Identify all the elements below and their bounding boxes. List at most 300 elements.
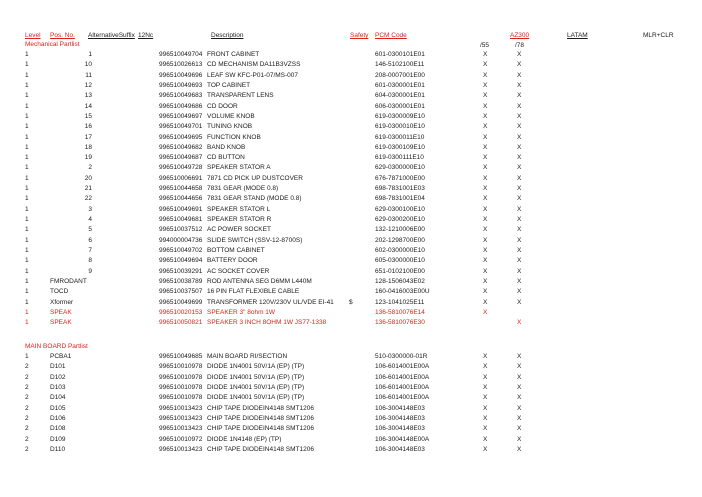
cell-description: LEAF SW KFC-P01-07/MS-007	[207, 71, 299, 79]
cell-variant-55: X	[483, 277, 488, 285]
table-row	[0, 112, 702, 122]
cell-level: 2	[25, 445, 29, 453]
cell-variant-55: X	[483, 216, 488, 223]
cell-variant-55: X	[483, 112, 488, 120]
cell-pcm-code: 146-5102100E11	[375, 61, 425, 69]
cell-variant-78: X	[517, 92, 522, 100]
cell-pos-no: 8	[88, 257, 92, 265]
cell-pcm-code: 106-6014001E00A	[375, 394, 430, 402]
col-header-description: Description	[211, 32, 244, 39]
cell-variant-55: X	[483, 404, 488, 412]
table-row	[0, 205, 702, 215]
table-row	[0, 445, 702, 455]
cell-pcm-code: 619-0300011E10	[375, 133, 425, 141]
cell-level: 1	[25, 51, 29, 58]
cell-pos-no: 6	[88, 236, 92, 244]
cell-variant-78: X	[517, 71, 522, 79]
cell-pos-no: D104	[50, 394, 66, 402]
cell-12nc: 996510013423	[159, 445, 203, 453]
cell-variant-55: X	[483, 185, 488, 193]
cell-pcm-code: 602-0300000E10	[375, 246, 425, 254]
cell-pos-no: 15	[84, 112, 92, 120]
cell-pos-no: TOCD	[50, 288, 69, 296]
cell-pos-no: 11	[85, 71, 92, 79]
cell-pcm-code: 128-1506043E02	[375, 277, 425, 285]
cell-pos-no: 12	[84, 81, 92, 89]
cell-pcm-code: 132-1210006E00	[375, 226, 425, 234]
cell-description: CD DOOR	[207, 102, 238, 110]
cell-12nc: 996510049728	[159, 164, 203, 172]
cell-description: TRANSFORMER 120V/230V UL/VDE EI-41	[207, 298, 334, 306]
cell-variant-78: X	[517, 164, 522, 172]
cell-variant-78: X	[517, 363, 522, 371]
cell-variant-55: X	[483, 174, 488, 182]
table-row	[0, 277, 702, 287]
table-row	[0, 352, 702, 362]
table-row	[0, 373, 702, 383]
cell-description: CHIP TAPE DIODEIN4148 SMT1206	[207, 404, 314, 412]
cell-variant-55: X	[483, 246, 488, 254]
cell-variant-78: X	[517, 404, 522, 412]
cell-variant-78: X	[517, 133, 522, 141]
cell-pcm-code: 106-6014001E00A	[375, 373, 430, 381]
cell-pcm-code: 605-0300000E10	[375, 257, 425, 265]
cell-variant-78: X	[517, 353, 522, 360]
cell-variant-78: X	[517, 102, 522, 110]
cell-variant-78: X	[517, 319, 522, 327]
table-row	[0, 184, 702, 194]
cell-pos-no: D105	[50, 404, 66, 412]
cell-pcm-code: 619-0300111E10	[375, 154, 424, 162]
cell-description: BAND KNOB	[207, 143, 246, 151]
cell-description: SPEAKER 3 INCH 8OHM 1W JS77-1338	[207, 319, 327, 327]
cell-pcm-code: 629-0300200E10	[375, 216, 425, 223]
cell-variant-78: X	[517, 267, 522, 275]
cell-pcm-code: 160-0416003E00U	[375, 288, 430, 296]
cell-12nc: 996510049702	[159, 246, 203, 254]
cell-variant-55: X	[483, 308, 488, 316]
cell-variant-55: X	[483, 383, 488, 391]
table-row	[0, 153, 702, 163]
cell-description: TUNING KNOB	[207, 123, 253, 131]
cell-pos-no: 17	[84, 133, 92, 141]
mechanical-parts-table	[0, 50, 702, 328]
cell-variant-55: X	[483, 81, 488, 89]
cell-variant-55: X	[483, 363, 488, 371]
cell-safety: $	[349, 298, 353, 306]
cell-pos-no: SPEAK	[50, 308, 72, 316]
cell-level: 2	[25, 383, 29, 391]
cell-pos-no: D108	[50, 425, 66, 433]
cell-12nc: 996510026613	[159, 61, 203, 69]
cell-12nc: 996510038789	[159, 277, 203, 285]
table-row	[0, 435, 702, 445]
cell-pcm-code: 106-3004148E03	[375, 425, 425, 433]
cell-pcm-code: 106-3004148E03	[375, 445, 425, 453]
cell-12nc: 996510049694	[159, 257, 203, 265]
cell-description: DIODE 1N4001 50V/1A (EP) (TP)	[207, 383, 305, 391]
table-row	[0, 225, 702, 235]
cell-pos-no: 16	[84, 123, 92, 131]
col-header-safety: Safety	[350, 32, 369, 39]
cell-pos-no: 2	[88, 164, 92, 172]
cell-12nc: 996510049683	[159, 92, 203, 100]
cell-pcm-code: 510-0300000-01R	[375, 353, 428, 360]
table-row	[0, 133, 702, 143]
cell-variant-55: X	[483, 425, 488, 433]
table-row	[0, 246, 702, 256]
table-row	[0, 194, 702, 204]
cell-pcm-code: 601-0300001E01	[375, 81, 425, 89]
cell-variant-55: X	[483, 61, 488, 69]
cell-description: SLIDE SWITCH (SSV-12-8700S)	[207, 236, 303, 244]
cell-variant-55: X	[483, 51, 488, 58]
table-row	[0, 267, 702, 277]
cell-12nc: 996510044658	[159, 185, 203, 193]
cell-level: 2	[25, 394, 29, 402]
table-row	[0, 215, 702, 225]
cell-pcm-code: 208-0007001E00	[375, 71, 425, 79]
cell-12nc: 996510013423	[159, 414, 203, 422]
cell-level: 1	[25, 226, 29, 234]
cell-variant-78: X	[517, 414, 522, 422]
cell-description: 7831 GEAR (MODE 0.8)	[207, 185, 279, 193]
cell-12nc: 996510049687	[159, 154, 203, 162]
variant-55-label: /55	[480, 42, 490, 49]
cell-level: 1	[25, 298, 29, 306]
cell-level: 1	[25, 112, 29, 120]
cell-description: 16 PIN FLAT FLEXIBLE CABLE	[207, 288, 300, 296]
col-header-az300: AZ300	[510, 32, 530, 39]
cell-pos-no: D110	[50, 445, 66, 453]
cell-pos-no: 18	[84, 143, 92, 151]
cell-pos-no: 19	[84, 154, 92, 162]
cell-pos-no: 4	[88, 216, 92, 223]
cell-description: SPEAKER 3" 8ohm 1W	[207, 308, 276, 316]
cell-12nc: 996510049696	[159, 71, 203, 79]
cell-variant-78: X	[517, 435, 522, 443]
cell-description: 7871 CD PICK UP DUSTCOVER	[207, 174, 303, 182]
cell-12nc: 996510049704	[159, 51, 203, 58]
cell-pos-no: 10	[84, 61, 92, 69]
cell-description: TRANSPARENT LENS	[207, 92, 274, 100]
cell-variant-78: X	[517, 277, 522, 285]
cell-variant-78: X	[517, 257, 522, 265]
cell-level: 1	[25, 319, 29, 327]
cell-description: FUNCTION KNOB	[207, 133, 261, 141]
cell-variant-78: X	[517, 185, 522, 193]
cell-description: DIODE 1N4001 50V/1A (EP) (TP)	[207, 363, 305, 371]
cell-pcm-code: 606-0300001E01	[375, 102, 425, 110]
cell-description: VOLUME KNOB	[207, 112, 255, 120]
cell-12nc: 994000004736	[159, 236, 203, 244]
cell-pcm-code: 629-0300100E10	[375, 205, 425, 213]
table-row	[0, 298, 702, 308]
cell-description: AC SOCKET COVER	[207, 267, 270, 275]
cell-level: 2	[25, 425, 29, 433]
section-title-main-board: MAIN BOARD Partlist	[25, 343, 88, 350]
cell-variant-78: X	[517, 174, 522, 182]
cell-level: 1	[25, 61, 29, 69]
cell-level: 2	[25, 363, 29, 371]
col-header-level: Level	[25, 32, 41, 39]
cell-12nc: 996510013423	[159, 425, 203, 433]
cell-pos-no: D109	[50, 435, 66, 443]
cell-pos-no: 13	[84, 92, 92, 100]
cell-12nc: 996510049691	[159, 205, 203, 213]
cell-level: 1	[25, 308, 29, 316]
table-row	[0, 256, 702, 266]
cell-level: 1	[25, 123, 29, 131]
table-row	[0, 143, 702, 153]
cell-level: 1	[25, 174, 29, 182]
table-row	[0, 91, 702, 101]
cell-variant-78: X	[517, 236, 522, 244]
cell-variant-55: X	[483, 394, 488, 402]
cell-level: 2	[25, 404, 29, 412]
cell-variant-55: X	[483, 195, 488, 203]
cell-12nc: 996510006691	[159, 174, 203, 182]
cell-level: 1	[25, 143, 29, 151]
cell-12nc: 996510049693	[159, 81, 203, 89]
table-row	[0, 122, 702, 132]
cell-level: 1	[25, 81, 29, 89]
cell-variant-55: X	[483, 414, 488, 422]
cell-variant-55: X	[483, 435, 488, 443]
table-row	[0, 383, 702, 393]
cell-variant-55: X	[483, 445, 488, 453]
cell-12nc: 996510039291	[159, 267, 203, 275]
cell-description: SPEAKER STATOR R	[207, 216, 272, 223]
cell-level: 1	[25, 288, 29, 296]
cell-pos-no: 14	[84, 102, 92, 110]
cell-variant-78: X	[517, 298, 522, 306]
cell-pcm-code: 604-0300001E01	[375, 92, 425, 100]
cell-level: 1	[25, 133, 29, 141]
cell-variant-55: X	[483, 92, 488, 100]
cell-pcm-code: 629-0300000E10	[375, 164, 425, 172]
cell-variant-78: X	[517, 143, 522, 151]
cell-description: BOTTOM CABINET	[207, 246, 265, 254]
cell-variant-55: X	[483, 164, 488, 172]
table-row	[0, 393, 702, 403]
cell-level: 1	[25, 164, 29, 172]
cell-variant-55: X	[483, 226, 488, 234]
cell-12nc: 996510037512	[159, 226, 203, 234]
cell-description: CD BUTTON	[207, 154, 245, 162]
cell-description: CHIP TAPE DIODEIN4148 SMT1206	[207, 445, 314, 453]
cell-level: 1	[25, 185, 29, 193]
cell-variant-55: X	[483, 373, 488, 381]
col-header-latam: LATAM	[567, 32, 588, 39]
cell-level: 1	[25, 353, 29, 360]
cell-12nc: 996510010978	[159, 373, 203, 381]
cell-variant-55: X	[483, 102, 488, 110]
cell-variant-55: X	[483, 353, 488, 360]
cell-description: CHIP TAPE DIODEIN4148 SMT1206	[207, 425, 314, 433]
cell-pos-no: 21	[84, 185, 92, 193]
cell-pcm-code: 601-0300101E01	[375, 51, 425, 58]
cell-pcm-code: 202-1298700E00	[375, 236, 425, 244]
cell-variant-55: X	[483, 236, 488, 244]
cell-12nc: 996510049695	[159, 133, 203, 141]
cell-level: 1	[25, 71, 29, 79]
cell-12nc: 996510049682	[159, 143, 203, 151]
cell-variant-78: X	[517, 154, 522, 162]
table-row	[0, 404, 702, 414]
cell-pos-no: D102	[50, 373, 66, 381]
cell-variant-55: X	[483, 154, 488, 162]
cell-variant-78: X	[517, 81, 522, 89]
cell-variant-55: X	[483, 143, 488, 151]
cell-variant-78: X	[517, 373, 522, 381]
table-row	[0, 414, 702, 424]
cell-variant-55: X	[483, 298, 488, 306]
section-title-mechanical: Mechanical Partlist	[25, 41, 80, 48]
cell-pos-no: FMRODANT	[50, 277, 87, 285]
table-row	[0, 60, 702, 70]
table-row	[0, 71, 702, 81]
cell-variant-78: X	[517, 246, 522, 254]
cell-description: BATTERY DOOR	[207, 257, 258, 265]
table-row	[0, 50, 702, 60]
cell-variant-78: X	[517, 383, 522, 391]
col-header-pos-no: Pos. No.	[50, 32, 75, 39]
cell-12nc: 996510049701	[159, 123, 203, 131]
cell-12nc: 996510050821	[159, 319, 203, 327]
cell-pcm-code: 698-7831001E03	[375, 185, 425, 193]
cell-level: 1	[25, 154, 29, 162]
cell-12nc: 996510020153	[159, 308, 203, 316]
cell-pcm-code: 106-3004148E00A	[375, 435, 430, 443]
cell-variant-55: X	[483, 257, 488, 265]
cell-description: MAIN BOARD RI/SECTION	[207, 353, 288, 360]
cell-pcm-code: 698-7831001E04	[375, 195, 425, 203]
cell-description: SPEAKER STATOR A	[207, 164, 271, 172]
cell-description: CD MECHANISM DA11B3VZSS	[207, 61, 301, 69]
cell-12nc: 996510010972	[159, 435, 203, 443]
cell-level: 1	[25, 267, 29, 275]
cell-variant-78: X	[517, 445, 522, 453]
cell-variant-78: X	[517, 394, 522, 402]
cell-variant-55: X	[483, 267, 488, 275]
cell-pcm-code: 619-0300109E10	[375, 143, 425, 151]
cell-description: ROD ANTENNA SEG D6MM L440M	[207, 277, 312, 285]
cell-description: AC POWER SOCKET	[207, 226, 271, 234]
cell-level: 1	[25, 216, 29, 223]
cell-variant-78: X	[517, 288, 522, 296]
cell-level: 1	[25, 102, 29, 110]
variant-78-label: /78	[515, 42, 525, 49]
cell-12nc: 996510037507	[159, 288, 203, 296]
cell-variant-55: X	[483, 71, 488, 79]
cell-level: 1	[25, 246, 29, 254]
cell-12nc: 996510049699	[159, 298, 203, 306]
cell-pos-no: PCBA1	[50, 353, 72, 360]
cell-12nc: 996510049685	[159, 353, 203, 360]
col-header-pcm-code: PCM Code	[375, 32, 407, 39]
cell-pcm-code: 619-0300010E10	[375, 123, 425, 131]
cell-variant-78: X	[517, 425, 522, 433]
cell-pcm-code: 676-7871000E00	[375, 174, 425, 182]
cell-12nc: 996510010978	[159, 394, 203, 402]
cell-pos-no: 7	[88, 246, 92, 254]
cell-variant-78: X	[517, 216, 522, 223]
cell-level: 2	[25, 435, 29, 443]
cell-pos-no: SPEAK	[50, 319, 72, 327]
cell-variant-55: X	[483, 288, 488, 296]
cell-variant-78: X	[517, 112, 522, 120]
cell-pcm-code: 651-0102100E00	[375, 267, 425, 275]
cell-pos-no: Xformer	[50, 298, 74, 306]
cell-pos-no: D103	[50, 383, 66, 391]
cell-description: DIODE 1N4001 50V/1A (EP) (TP)	[207, 373, 305, 381]
cell-pcm-code: 106-3004148E03	[375, 404, 425, 412]
cell-pos-no: 20	[84, 174, 92, 182]
cell-pcm-code: 619-0300009E10	[375, 112, 425, 120]
cell-description: 7831 GEAR STAND (MODE 0.8)	[207, 195, 302, 203]
cell-pcm-code: 106-6014001E00A	[375, 363, 430, 371]
cell-pos-no: 22	[84, 195, 92, 203]
cell-variant-78: X	[517, 195, 522, 203]
table-row	[0, 308, 702, 318]
cell-variant-78: X	[517, 51, 522, 58]
cell-12nc: 996510010978	[159, 383, 203, 391]
cell-pos-no: 5	[88, 226, 92, 234]
table-row	[0, 424, 702, 434]
table-row	[0, 163, 702, 173]
table-row	[0, 81, 702, 91]
cell-variant-55: X	[483, 205, 488, 213]
cell-pos-no: D106	[50, 414, 66, 422]
cell-12nc: 996510044656	[159, 195, 203, 203]
cell-pos-no: 1	[88, 51, 92, 58]
cell-variant-78: X	[517, 205, 522, 213]
cell-description: DIODE 1N4148 (EP) (TP)	[207, 435, 282, 443]
cell-12nc: 996510049697	[159, 112, 203, 120]
cell-description: SPEAKER STATOR L	[207, 205, 271, 213]
cell-level: 2	[25, 414, 29, 422]
cell-12nc: 996510010978	[159, 363, 203, 371]
cell-description: CHIP TAPE DIODEIN4148 SMT1206	[207, 414, 314, 422]
cell-pcm-code: 106-3004148E03	[375, 414, 425, 422]
cell-pcm-code: 106-6014001E00A	[375, 383, 430, 391]
cell-variant-55: X	[483, 123, 488, 131]
cell-variant-78: X	[517, 123, 522, 131]
cell-level: 1	[25, 236, 29, 244]
cell-pos-no: 3	[88, 205, 92, 213]
cell-variant-78: X	[517, 226, 522, 234]
cell-description: TOP CABINET	[207, 81, 251, 89]
table-row	[0, 287, 702, 297]
cell-pos-no: 9	[88, 267, 92, 275]
col-header-12nc: 12Nc	[138, 32, 154, 39]
col-header-alternative-suffix: AlternativeSuffix	[88, 32, 135, 39]
cell-level: 1	[25, 195, 29, 203]
table-row	[0, 102, 702, 112]
cell-description: DIODE 1N4001 50V/1A (EP) (TP)	[207, 394, 305, 402]
main-board-parts-table	[0, 352, 702, 455]
col-header-mlr-clr: MLR+CLR	[643, 32, 674, 39]
cell-pcm-code: 136-5810076E14	[375, 308, 425, 316]
cell-pos-no: D101	[50, 363, 66, 371]
table-row	[0, 362, 702, 372]
table-row	[0, 318, 702, 328]
table-row	[0, 236, 702, 246]
cell-12nc: 996510049686	[159, 102, 203, 110]
cell-variant-78: X	[517, 61, 522, 69]
table-row	[0, 174, 702, 184]
